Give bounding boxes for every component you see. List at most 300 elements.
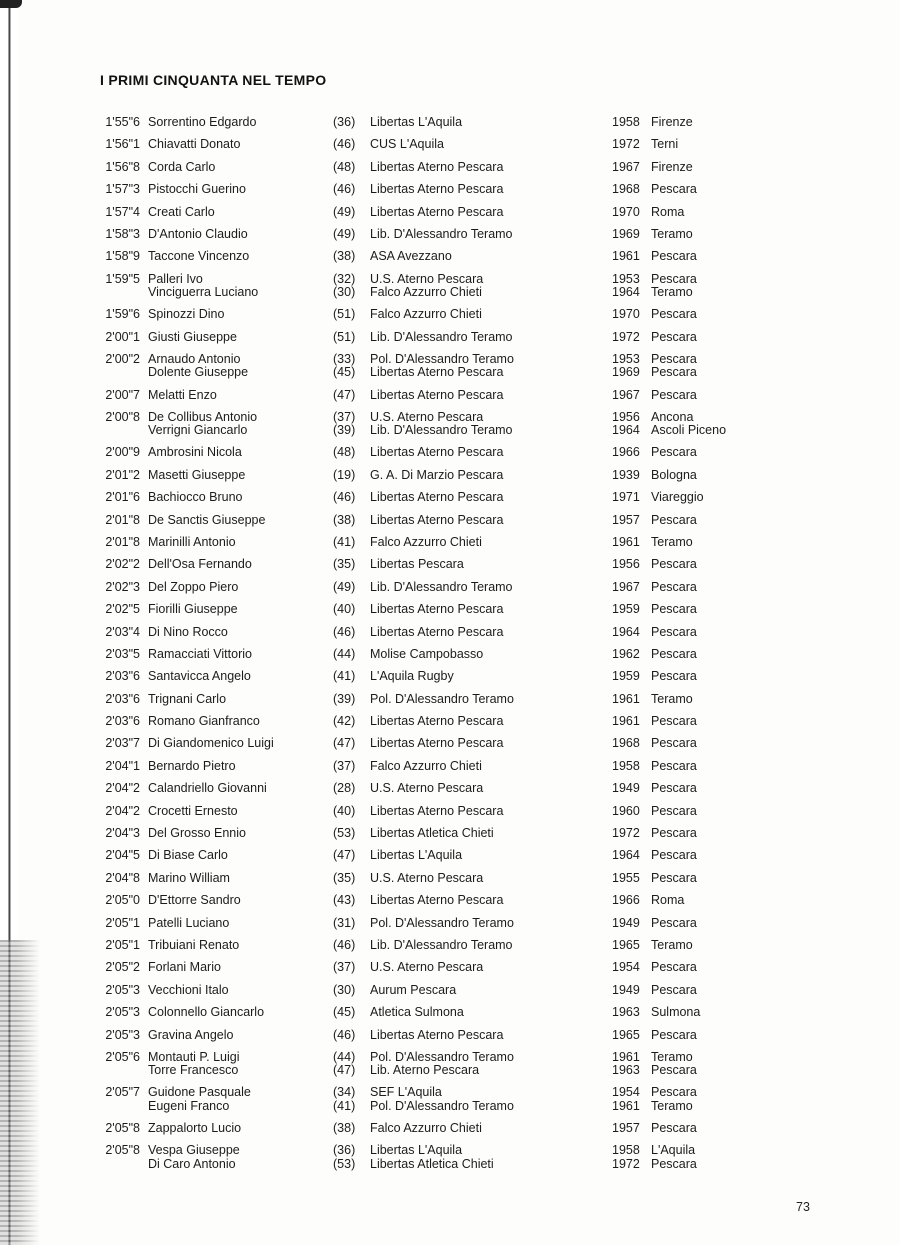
record-place: Firenze (651, 115, 693, 129)
record-place-cell (651, 514, 697, 527)
time-value: 2'05"1 (105, 938, 140, 952)
record-place: Pescara (651, 781, 697, 796)
table-row (0, 228, 900, 250)
record-year: 1961 (612, 1049, 640, 1064)
athlete-name-cell (148, 760, 236, 773)
table-row (0, 536, 900, 558)
birth-year: (35) (333, 870, 356, 885)
table-row (0, 603, 900, 625)
record-place: Pescara (651, 1063, 697, 1078)
table-row (0, 939, 900, 961)
record-year: 1969 (612, 226, 640, 241)
table-row (0, 917, 900, 939)
record-place: Teramo (651, 226, 693, 241)
club-name-cell (370, 894, 503, 907)
table-row (0, 353, 900, 389)
athlete-name: Masetti Giuseppe (148, 467, 246, 482)
record-place-cell (651, 782, 697, 795)
birth-year: (46) (333, 182, 356, 197)
birth-year-cell (333, 1051, 355, 1077)
birth-year: (32) (333, 271, 356, 286)
athlete-name: De Sanctis Giuseppe (148, 512, 266, 527)
birth-year: (39) (333, 691, 356, 706)
record-place: Pescara (651, 352, 697, 367)
record-year: 1967 (612, 159, 640, 174)
birth-year: (30) (333, 982, 356, 997)
record-place-cell (651, 1006, 700, 1019)
birth-year: (46) (333, 490, 356, 505)
athlete-name: D'Antonio Claudio (148, 226, 248, 241)
table-row (0, 1086, 900, 1122)
record-year-cell (612, 693, 640, 706)
record-place-cell (651, 581, 697, 594)
athlete-name: Romano Gianfranco (148, 714, 260, 729)
record-place: Pescara (651, 329, 697, 344)
athlete-name: Arnaudo Antonio (148, 352, 241, 367)
record-place-cell (651, 558, 697, 571)
record-place: Ancona (651, 409, 694, 424)
birth-year-cell (333, 206, 355, 219)
time-value: 1'56"1 (105, 137, 140, 152)
athlete-name-cell (148, 1144, 240, 1170)
record-year-cell (612, 116, 640, 129)
club-name: Libertas Aterno Pescara (370, 512, 504, 527)
time-value: 2'04"8 (105, 870, 140, 885)
athlete-name-cell (148, 648, 252, 661)
record-place-cell (651, 760, 697, 773)
record-year-cell (612, 138, 640, 151)
athlete-name: Forlani Mario (148, 960, 221, 975)
record-year: 1963 (612, 1063, 640, 1078)
table-row (0, 737, 900, 759)
record-place: Sulmona (651, 1005, 701, 1020)
record-place-cell (651, 411, 726, 437)
record-place: Pescara (651, 249, 697, 264)
club-name-cell (370, 581, 513, 594)
birth-year: (51) (333, 307, 356, 322)
table-row (0, 849, 900, 871)
birth-year: (43) (333, 893, 356, 908)
athlete-name-cell (148, 961, 221, 974)
club-name: Pol. D'Alessandro Teramo (370, 1098, 514, 1113)
birth-year: (49) (333, 579, 356, 594)
record-year-cell (612, 228, 640, 241)
birth-year-cell (333, 353, 355, 379)
birth-year: (39) (333, 423, 356, 438)
table-row (0, 116, 900, 138)
time-value: 2'05"3 (105, 1005, 140, 1020)
record-place-cell (651, 648, 697, 661)
athlete-name-cell (148, 1006, 264, 1019)
record-place-cell (651, 206, 684, 219)
record-year-cell (612, 939, 640, 952)
record-place: Pescara (651, 826, 697, 841)
time-value: 1'57"3 (105, 182, 140, 197)
club-name: Lib. D'Alessandro Teramo (370, 938, 513, 952)
birth-year-cell (333, 558, 355, 571)
record-place: L'Aquila (651, 1143, 696, 1158)
table-row (0, 984, 900, 1006)
club-name: Libertas Aterno Pescara (370, 445, 504, 460)
birth-year: (49) (333, 226, 356, 241)
athlete-name: Di Biase Carlo (148, 848, 228, 863)
record-year-cell (612, 183, 640, 196)
athlete-name: Taccone Vincenzo (148, 249, 250, 264)
birth-year-cell (333, 760, 355, 773)
athlete-name-cell (148, 389, 217, 402)
record-year-cell (612, 782, 640, 795)
athlete-name-cell (148, 1029, 233, 1042)
time-value: 2'05"8 (105, 1143, 140, 1158)
birth-year-cell (333, 411, 355, 437)
athlete-name-cell (148, 603, 238, 616)
record-year: 1964 (612, 423, 640, 438)
club-name-cell (370, 446, 503, 459)
record-place-cell (651, 849, 697, 862)
club-name-cell (370, 670, 454, 683)
time-value: 1'57"4 (105, 204, 140, 219)
record-year-cell (612, 1122, 640, 1135)
record-place: Pescara (651, 1027, 697, 1042)
club-name-cell (370, 715, 503, 728)
time-value: 2'02"2 (105, 557, 140, 572)
club-name-cell (370, 273, 483, 299)
birth-year: (36) (333, 115, 356, 129)
athlete-name: Ambrosini Nicola (148, 445, 242, 460)
birth-year: (47) (333, 1063, 356, 1078)
athlete-name-cell (148, 491, 243, 504)
athlete-name-cell (148, 250, 249, 263)
club-name: Falco Azzurro Chieti (370, 284, 482, 299)
table-row (0, 805, 900, 827)
club-name-cell (370, 939, 513, 952)
club-name: Aurum Pescara (370, 982, 457, 997)
birth-year-cell (333, 670, 355, 683)
club-name: L'Aquila Rugby (370, 669, 454, 684)
club-name: Pol. D'Alessandro Teramo (370, 915, 514, 930)
time-value: 2'03"4 (105, 624, 140, 639)
athlete-name-cell (148, 872, 230, 885)
club-name: U.S. Aterno Pescara (370, 960, 484, 975)
birth-year-cell (333, 273, 355, 299)
record-place: Viareggio (651, 490, 704, 505)
birth-year-cell (333, 715, 355, 728)
club-name: Atletica Sulmona (370, 1005, 464, 1020)
record-year: 1961 (612, 714, 640, 729)
birth-year-cell (333, 389, 355, 402)
record-year-cell (612, 514, 640, 527)
record-year-cell (612, 827, 640, 840)
club-name: Falco Azzurro Chieti (370, 758, 482, 773)
athlete-name: Ramacciati Vittorio (148, 646, 252, 661)
record-place: Pescara (651, 1085, 697, 1100)
record-year: 1939 (612, 467, 640, 482)
record-year: 1969 (612, 365, 640, 380)
birth-year-cell (333, 250, 355, 263)
club-name-cell (370, 1006, 464, 1019)
birth-year: (19) (333, 467, 356, 482)
club-name: U.S. Aterno Pescara (370, 781, 484, 796)
time-value: 1'56"8 (105, 159, 140, 174)
record-place-cell (651, 939, 693, 952)
birth-year-cell (333, 917, 355, 930)
record-year-cell (612, 894, 640, 907)
record-year: 1958 (612, 115, 640, 129)
athlete-name-cell (148, 805, 238, 818)
table-row (0, 273, 900, 309)
time-value: 2'02"5 (105, 602, 140, 617)
record-place: Pescara (651, 848, 697, 863)
birth-year-cell (333, 737, 355, 750)
athlete-name: Marinilli Antonio (148, 534, 236, 549)
birth-year: (47) (333, 848, 356, 863)
table-row (0, 514, 900, 536)
record-place: Teramo (651, 534, 693, 549)
athlete-name: Zappalorto Lucio (148, 1120, 242, 1135)
record-place-cell (651, 805, 697, 818)
birth-year-cell (333, 648, 355, 661)
record-year: 1956 (612, 557, 640, 572)
record-place-cell (651, 116, 693, 129)
time-value: 2'05"7 (105, 1085, 140, 1100)
record-place-cell (651, 984, 697, 997)
athlete-name-cell (148, 536, 236, 549)
record-place: Pescara (651, 960, 697, 975)
athlete-name: Verrigni Giancarlo (148, 423, 248, 438)
record-year-cell (612, 581, 640, 594)
birth-year: (49) (333, 204, 356, 219)
club-name-cell (370, 1029, 503, 1042)
record-year-cell (612, 805, 640, 818)
time-value: 1'59"6 (105, 307, 140, 322)
birth-year: (47) (333, 736, 356, 751)
club-name: Libertas Pescara (370, 557, 464, 572)
birth-year-cell (333, 894, 355, 907)
record-year: 1960 (612, 803, 640, 818)
athlete-name-cell (148, 737, 274, 750)
athlete-name: Santavicca Angelo (148, 669, 251, 684)
club-name: Libertas L'Aquila (370, 115, 463, 129)
record-year-cell (612, 250, 640, 263)
athlete-name-cell (148, 984, 229, 997)
club-name: ASA Avezzano (370, 249, 452, 264)
athlete-name-cell (148, 581, 238, 594)
birth-year: (44) (333, 1049, 356, 1064)
record-year: 1965 (612, 938, 640, 952)
club-name: Libertas L'Aquila (370, 848, 463, 863)
athlete-name: Guidone Pasquale (148, 1085, 251, 1100)
record-year: 1949 (612, 781, 640, 796)
athlete-name: Spinozzi Dino (148, 307, 225, 322)
record-year: 1972 (612, 826, 640, 841)
athlete-name: Vecchioni Italo (148, 982, 229, 997)
table-row (0, 308, 900, 330)
record-year-cell (612, 603, 640, 616)
club-name-cell (370, 116, 462, 129)
birth-year: (48) (333, 159, 356, 174)
birth-year-cell (333, 514, 355, 527)
athlete-name: Bernardo Pietro (148, 758, 236, 773)
athlete-name-cell (148, 331, 237, 344)
record-place: Roma (651, 893, 685, 908)
table-row (0, 1122, 900, 1144)
record-year-cell (612, 715, 640, 728)
club-name-cell (370, 228, 513, 241)
record-year: 1954 (612, 960, 640, 975)
athlete-name-cell (148, 827, 246, 840)
athlete-name-cell (148, 894, 241, 907)
time-value: 2'01"2 (105, 467, 140, 482)
record-year-cell (612, 411, 640, 437)
record-year: 1953 (612, 352, 640, 367)
record-year: 1964 (612, 284, 640, 299)
record-place: Pescara (651, 1120, 697, 1135)
table-row (0, 961, 900, 983)
club-name-cell (370, 603, 503, 616)
athlete-name-cell (148, 670, 251, 683)
athlete-name: Calandriello Giovanni (148, 781, 267, 796)
athlete-name: Patelli Luciano (148, 915, 230, 930)
table-row (0, 446, 900, 468)
record-place-cell (651, 138, 678, 151)
record-year: 1964 (612, 848, 640, 863)
athlete-name: Sorrentino Edgardo (148, 115, 257, 129)
record-place: Teramo (651, 1049, 693, 1064)
record-year: 1957 (612, 1120, 640, 1135)
record-year: 1949 (612, 982, 640, 997)
record-place: Firenze (651, 159, 693, 174)
record-year: 1965 (612, 1027, 640, 1042)
athlete-name-cell (148, 939, 239, 952)
birth-year: (31) (333, 915, 356, 930)
birth-year-cell (333, 161, 355, 174)
athlete-name-cell (148, 558, 252, 571)
birth-year: (40) (333, 803, 356, 818)
record-year-cell (612, 536, 640, 549)
club-name: Libertas Aterno Pescara (370, 736, 504, 751)
club-name-cell (370, 626, 503, 639)
club-name: U.S. Aterno Pescara (370, 409, 484, 424)
birth-year: (33) (333, 352, 356, 367)
club-name-cell (370, 469, 503, 482)
club-name-cell (370, 411, 513, 437)
club-name-cell (370, 872, 483, 885)
record-year: 1966 (612, 445, 640, 460)
birth-year: (46) (333, 624, 356, 639)
club-name: U.S. Aterno Pescara (370, 870, 484, 885)
athlete-name-cell (148, 782, 267, 795)
club-name: Lib. D'Alessandro Teramo (370, 579, 513, 594)
club-name: G. A. Di Marzio Pescara (370, 467, 504, 482)
record-year: 1967 (612, 387, 640, 402)
record-place: Pescara (651, 182, 697, 197)
table-row (0, 894, 900, 916)
club-name: Libertas Aterno Pescara (370, 204, 504, 219)
record-year: 1967 (612, 579, 640, 594)
club-name-cell (370, 1086, 514, 1112)
record-year: 1961 (612, 534, 640, 549)
athlete-name: Vespa Giuseppe (148, 1143, 240, 1158)
birth-year: (44) (333, 646, 356, 661)
record-year-cell (612, 469, 640, 482)
birth-year: (46) (333, 1027, 356, 1042)
table-row (0, 250, 900, 272)
record-year: 1956 (612, 409, 640, 424)
athlete-name: Di Giandomenico Luigi (148, 736, 274, 751)
athlete-name: Palleri Ivo (148, 271, 203, 286)
club-name-cell (370, 353, 514, 379)
time-value: 2'05"1 (105, 915, 140, 930)
record-place-cell (651, 827, 697, 840)
record-year: 1972 (612, 1156, 640, 1171)
birth-year: (38) (333, 1120, 356, 1135)
club-name-cell (370, 917, 514, 930)
table-row (0, 1029, 900, 1051)
record-place-cell (651, 308, 697, 321)
birth-year: (40) (333, 602, 356, 617)
record-place: Teramo (651, 938, 693, 952)
record-place-cell (651, 273, 697, 299)
birth-year-cell (333, 446, 355, 459)
record-place-cell (651, 536, 693, 549)
club-name: SEF L'Aquila (370, 1085, 442, 1100)
birth-year: (42) (333, 714, 356, 729)
club-name: Lib. D'Alessandro Teramo (370, 226, 513, 241)
birth-year-cell (333, 984, 355, 997)
time-value: 2'00"9 (105, 445, 140, 460)
athlete-name-cell (148, 469, 245, 482)
record-year-cell (612, 961, 640, 974)
club-name-cell (370, 161, 503, 174)
record-year: 1959 (612, 669, 640, 684)
athlete-name-cell (148, 1086, 251, 1112)
athlete-name: Fiorilli Giuseppe (148, 602, 238, 617)
time-value: 2'01"8 (105, 512, 140, 527)
table-row (0, 827, 900, 849)
birth-year: (41) (333, 669, 356, 684)
birth-year-cell (333, 1006, 355, 1019)
club-name-cell (370, 1122, 482, 1135)
table-row (0, 872, 900, 894)
record-place: Pescara (651, 736, 697, 751)
club-name-cell (370, 737, 503, 750)
record-place: Pescara (651, 669, 697, 684)
athlete-name: Del Grosso Ennio (148, 826, 246, 841)
record-year-cell (612, 648, 640, 661)
birth-year-cell (333, 782, 355, 795)
record-place: Pescara (651, 714, 697, 729)
athlete-name: Creati Carlo (148, 204, 215, 219)
table-row (0, 648, 900, 670)
birth-year: (45) (333, 1005, 356, 1020)
record-place-cell (651, 228, 693, 241)
table-row (0, 581, 900, 603)
record-place: Pescara (651, 624, 697, 639)
athlete-name: Pistocchi Guerino (148, 182, 246, 197)
athlete-name: Gravina Angelo (148, 1027, 234, 1042)
record-year-cell (612, 872, 640, 885)
time-value: 2'02"3 (105, 579, 140, 594)
record-place-cell (651, 872, 697, 885)
club-name-cell (370, 308, 482, 321)
record-year-cell (612, 917, 640, 930)
club-name-cell (370, 491, 503, 504)
record-place: Pescara (651, 915, 697, 930)
record-year: 1970 (612, 307, 640, 322)
birth-year: (51) (333, 329, 356, 344)
club-name-cell (370, 648, 483, 661)
athlete-name: Melatti Enzo (148, 387, 217, 402)
